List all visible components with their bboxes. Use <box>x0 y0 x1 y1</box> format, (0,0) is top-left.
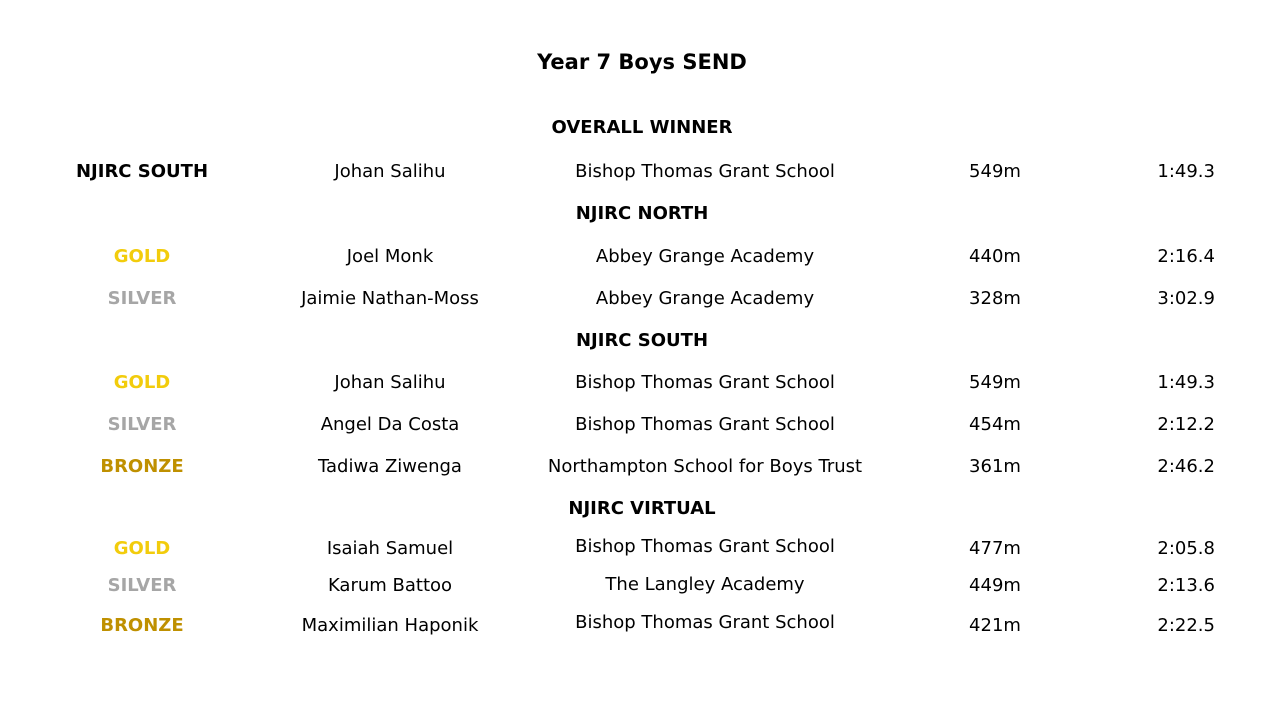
time: 2:13.6 <box>1157 575 1215 596</box>
result-row <box>0 612 1280 640</box>
distance: 440m <box>969 246 1021 267</box>
result-row <box>0 243 1280 271</box>
result-row <box>0 411 1280 439</box>
time: 3:02.9 <box>1157 288 1215 309</box>
medal-label: BRONZE <box>100 615 184 636</box>
medal-label: GOLD <box>113 372 171 393</box>
result-row <box>0 535 1280 563</box>
distance: 549m <box>969 372 1021 393</box>
medal-label: SILVER <box>107 575 177 596</box>
section-heading-south: NJIRC SOUTH <box>575 330 709 351</box>
school-name: Abbey Grange Academy <box>595 246 815 267</box>
school-name: Bishop Thomas Grant School <box>575 414 835 435</box>
athlete-name: Angel Da Costa <box>320 414 460 435</box>
school-name: The Langley Academy <box>605 574 805 595</box>
athlete-name: Jaimie Nathan-Moss <box>301 288 479 309</box>
athlete-name: Joel Monk <box>346 246 434 267</box>
athlete-name: Johan Salihu <box>334 372 446 393</box>
medal-label: BRONZE <box>100 456 184 477</box>
athlete-name: Isaiah Samuel <box>326 538 454 559</box>
athlete-name: Maximilian Haponik <box>301 615 479 636</box>
section-heading-virtual: NJIRC VIRTUAL <box>568 498 716 519</box>
page-title: Year 7 Boys SEND <box>537 50 747 74</box>
section-heading-north: NJIRC NORTH <box>575 203 709 224</box>
athlete-name: Tadiwa Ziwenga <box>318 456 462 477</box>
time: 2:12.2 <box>1157 414 1215 435</box>
medal-label: GOLD <box>113 538 171 559</box>
result-row <box>0 572 1280 600</box>
result-row <box>0 369 1280 397</box>
medal-label: SILVER <box>107 414 177 435</box>
medal-label: SILVER <box>107 288 177 309</box>
section-heading-overall-winner: OVERALL WINNER <box>551 117 733 138</box>
school-name: Northampton School for Boys Trust <box>547 456 863 477</box>
school-name: Bishop Thomas Grant School <box>575 372 835 393</box>
school-name: Bishop Thomas Grant School <box>575 612 835 633</box>
school-name: Bishop Thomas Grant School <box>575 536 835 557</box>
result-row <box>0 158 1280 186</box>
time: 2:16.4 <box>1157 246 1215 267</box>
time: 2:05.8 <box>1157 538 1215 559</box>
distance: 449m <box>969 575 1021 596</box>
distance: 549m <box>969 161 1021 182</box>
athlete-name: Karum Battoo <box>327 575 453 596</box>
distance: 361m <box>969 456 1021 477</box>
time: 1:49.3 <box>1157 161 1215 182</box>
distance: 421m <box>969 615 1021 636</box>
result-row <box>0 453 1280 481</box>
time: 2:22.5 <box>1157 615 1215 636</box>
distance: 454m <box>969 414 1021 435</box>
medal-label: GOLD <box>113 246 171 267</box>
distance: 477m <box>969 538 1021 559</box>
distance: 328m <box>969 288 1021 309</box>
result-row <box>0 285 1280 313</box>
athlete-name: Johan Salihu <box>334 161 446 182</box>
school-name: Abbey Grange Academy <box>595 288 815 309</box>
time: 1:49.3 <box>1157 372 1215 393</box>
school-name: Bishop Thomas Grant School <box>575 161 835 182</box>
time: 2:46.2 <box>1157 456 1215 477</box>
region-label: NJIRC SOUTH <box>75 161 209 182</box>
